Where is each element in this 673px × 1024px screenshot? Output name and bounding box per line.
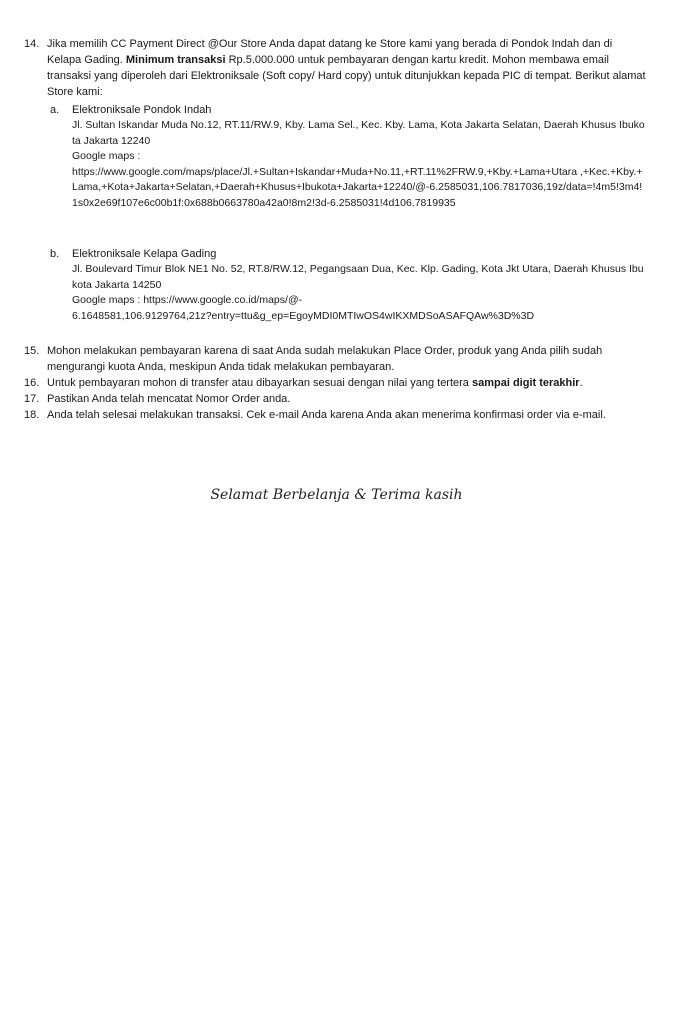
list-number: 15. — [24, 345, 40, 357]
text-segment: . — [579, 377, 583, 389]
store-name: Elektroniksale Kelapa Gading — [72, 248, 217, 260]
list-number: 17. — [24, 393, 40, 405]
bold-text: Minimum transaksi — [125, 54, 226, 66]
bold-text: sampai digit terakhir — [471, 377, 580, 389]
list-number: 16. — [24, 377, 40, 389]
list-text — [47, 375, 646, 391]
list-item-18 — [24, 407, 646, 423]
maps-label[interactable]: Google maps : https://www.google.co.id/maps/@- — [72, 294, 303, 306]
list-item-17 — [24, 391, 646, 407]
list-number: 14. — [24, 38, 40, 50]
text-segment: Jika memilih CC Payment Direct @Our Store Anda dapat datang ke Store kami yang berada di Pondok Indah dan di Kelapa Gading. — [47, 38, 613, 66]
list-text — [47, 36, 646, 100]
store-address: Jl. Sultan Iskandar Muda No.12, RT.11/RW.9, Kby. Lama Sel., Kec. Kby. Lama, Kota Jakarta Selatan, Daerah Khusus Ibukota Jakarta 12240 — [72, 119, 645, 147]
store-kelapa-gading — [50, 246, 646, 324]
store-name: Elektroniksale Pondok Indah — [72, 104, 212, 116]
list-text: Anda telah selesai melakukan transaksi. Cek e-mail Anda karena Anda akan menerima konfirmasi order via e-mail. — [47, 409, 606, 421]
store-pondok-indah — [50, 102, 646, 211]
list-number: 18. — [24, 409, 40, 421]
list-item-16 — [24, 375, 646, 391]
list-item-15 — [24, 343, 646, 375]
list-text: Mohon melakukan pembayaran karena di saat Anda sudah melakukan Place Order, produk yang Anda pilih sudah mengurangi kuota Anda, meskipun Anda tidak melakukan pembayaran. — [47, 345, 603, 373]
text-segment: Rp.5.000.000 untuk pembayaran dengan kartu kredit. Mohon membawa email transaksi yang diperoleh dari Elektroniksale (Soft copy/ Hard copy) untuk ditunjukkan kepada PIC di tempat. Berikut alamat Store kami: — [47, 54, 646, 98]
list-item-14 — [24, 36, 646, 100]
sub-letter: a. — [50, 104, 60, 116]
list-text: Pastikan Anda telah mencatat Nomor Order anda. — [47, 393, 291, 405]
store-address: Jl. Boulevard Timur Blok NE1 No. 52, RT.8/RW.12, Pegangsaan Dua, Kec. Klp. Gading, Kota Jkt Utara, Daerah Khusus Ibukota Jakarta 14250 — [72, 263, 644, 291]
maps-label: Google maps : — [72, 150, 141, 162]
maps-url[interactable]: https://www.google.com/maps/place/Jl.+Sultan+Iskandar+Muda+No.11,+RT.11%2FRW.9,+Kby.+Lama+Utara ,+Kec.+Kby.+Lama,+Kota+Jakarta+Selatan,+Daerah+Khusus+Ibukota+Jakarta+12240/@-6.2585031,106.7817036,19z/data=!4m5!3m4!1s0x2e69f107e6c00b1f:0x688b0663780a42a0!8m2!3d-6.2585031!4d106.7819935 — [72, 165, 643, 209]
text-segment: Untuk pembayaran mohon di transfer atau dibayarkan sesuai dengan nilai yang tertera — [47, 377, 472, 389]
closing-message: Selamat Berbelanja & Terima kasih — [210, 487, 463, 503]
maps-url[interactable]: 6.1648581,106.9129764,21z?entry=ttu&g_ep=EgoyMDI0MTIwOS4wIKXMDSoASAFQAw%3D%3D — [72, 309, 535, 322]
sub-letter: b. — [50, 248, 60, 260]
